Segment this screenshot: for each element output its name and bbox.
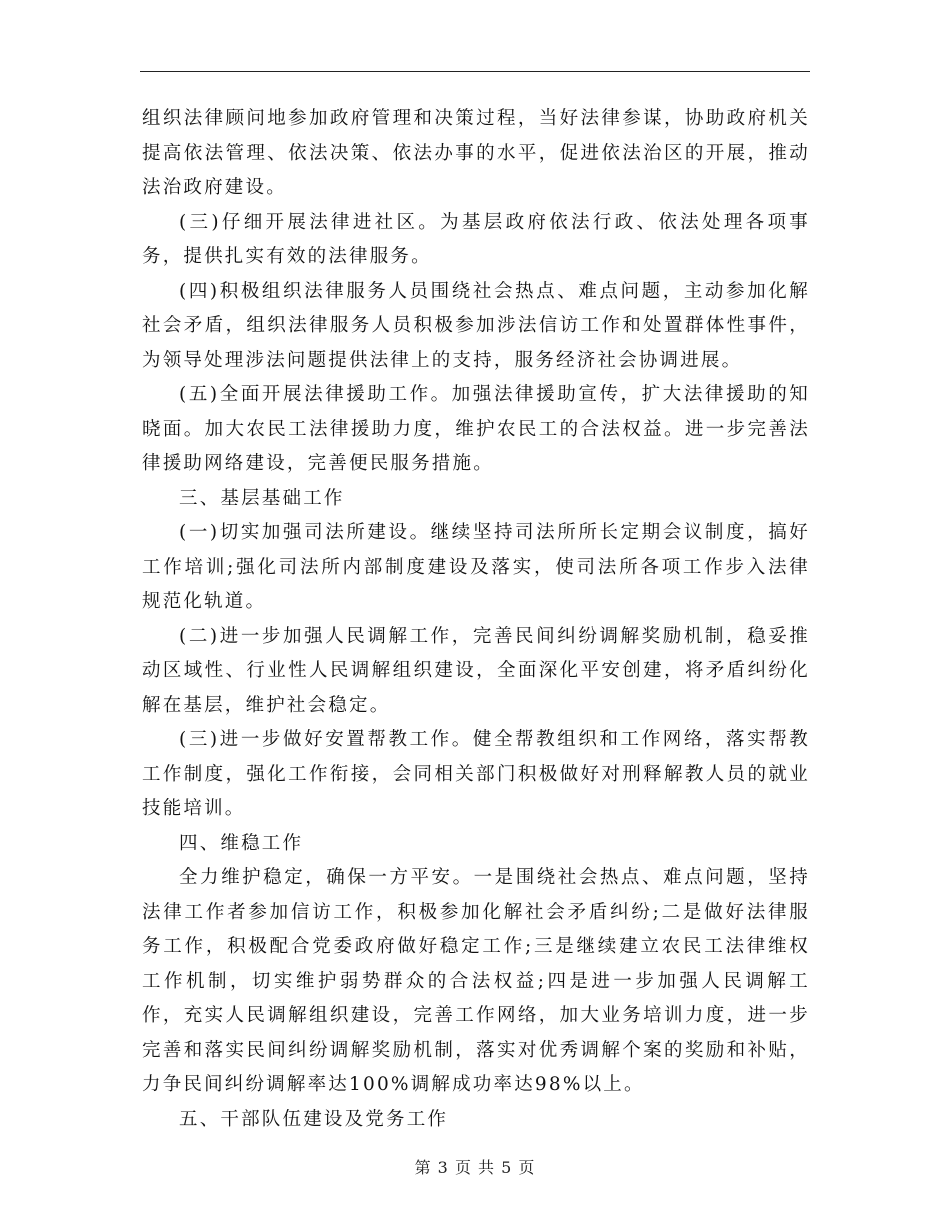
paragraph: (一)切实加强司法所建设。继续坚持司法所所长定期会议制度，搞好工作培训;强化司法所内部制度建设及落实，使司法所各项工作步入法律规范化轨道。 <box>142 522 810 612</box>
paragraph: 全力维护稳定，确保一方平安。一是围绕社会热点、难点问题，坚持法律工作者参加信访工作，积极参加化解社会矛盾纠纷;二是做好法律服务工作，积极配合党委政府做好稳定工作;三是继续建立农民工法律维权工作机制，切实维护弱势群众的合法权益;四是进一步加强人民调解工作，充实人民调解组织建设，完善工作网络，加大业务培训力度，进一步完善和落实民间纠纷调解奖励机制，落实对优秀调解个案的奖励和补贴，力争民间纠纷调解率达100%调解成功率达98%以上。 <box>142 867 810 1095</box>
header-rule <box>140 71 810 72</box>
paragraph: (四)积极组织法律服务人员围绕社会热点、难点问题，主动参加化解社会矛盾，组织法律服务人员积极参加涉法信访工作和处置群体性事件，为领导处理涉法问题提供法律上的支持，服务经济社会协调进展。 <box>142 280 810 371</box>
paragraph: (三)仔细开展法律进社区。为基层政府依法行政、依法处理各项事务，提供扎实有效的法律服务。 <box>142 211 810 267</box>
paragraph: (二)进一步加强人民调解工作，完善民间纠纷调解奖励机制，稳妥推动区域性、行业性人民调解组织建设，全面深化平安创建，将矛盾纠纷化解在基层，维护社会稳定。 <box>142 625 810 716</box>
paragraph: (三)进一步做好安置帮教工作。健全帮教组织和工作网络，落实帮教工作制度，强化工作衔接，会同相关部门积极做好对刑释解教人员的就业技能培训。 <box>142 729 810 819</box>
section-heading: 四、维稳工作 <box>179 832 304 854</box>
paragraph: (五)全面开展法律援助工作。加强法律援助宣传，扩大法律援助的知晓面。加大农民工法律援助力度，维护农民工的合法权益。进一步完善法律援助网络建设，完善便民服务措施。 <box>142 384 810 474</box>
page-number-footer: 第 3 页 共 5 页 <box>414 1158 536 1177</box>
paragraph: 组织法律顾问地参加政府管理和决策过程，当好法律参谋，协助政府机关提高依法管理、依法决策、依法办事的水平，促进依法治区的开展，推动法治政府建设。 <box>142 108 810 198</box>
document-body <box>142 102 810 1137</box>
section-heading: 三、基层基础工作 <box>179 487 345 509</box>
section-heading: 五、干部队伍建设及党务工作 <box>179 1108 449 1130</box>
